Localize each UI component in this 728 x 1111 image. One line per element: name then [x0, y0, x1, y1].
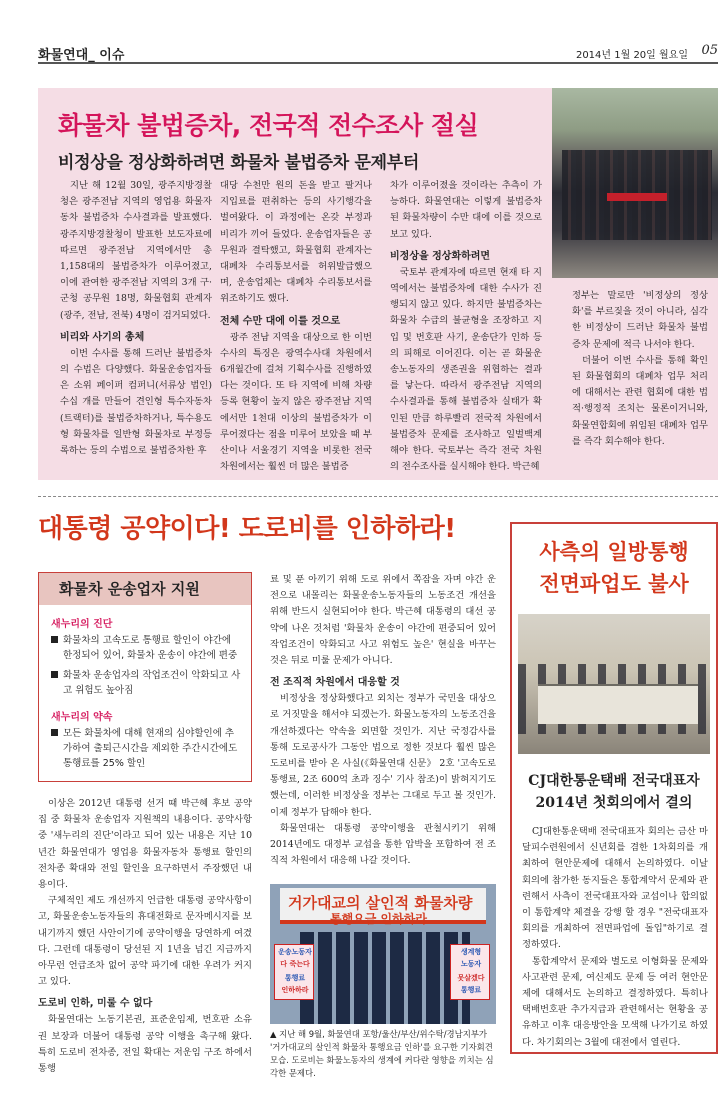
paragraph: 화물연대는 대통령 공약이행을 관철시키기 위해 2014년에도 대정부 교섭을 통한 압박을 포함하여 전 조직적 차원에서 대응해 나갈 것이다.	[270, 822, 496, 867]
protest-sign: 운송노동자 다 죽는다 통행료 인하하라	[274, 944, 314, 1000]
pledge-box-header	[39, 573, 251, 605]
side-article-body	[522, 824, 708, 1051]
bullet-icon	[51, 636, 58, 643]
pledge-box-title: 화물차 운송업자 지원	[59, 580, 200, 598]
paragraph: 대당 수천만 원의 돈을 받고 팔거나 지입료를 편취하는 등의 사기행각을 벌여왔다. 이 과정에는 온갖 부정과 비리가 끼어 들었다. 운송업자들은 공무원과 결탁했고, 화물협회 관계자는 대폐차 수리통보서를 허위발급했으며, 운송업체는 대폐차 수리통보서를 위조하기도 했다.	[220, 180, 372, 305]
article-column-4	[572, 288, 708, 450]
top-article	[38, 88, 718, 480]
banner-text: 거가대교의 살인적 화물차량	[288, 894, 473, 912]
promise-heading: 새누리의 약속	[51, 712, 113, 723]
pledge-box	[38, 572, 252, 782]
paragraph: 광주 전남 지역을 대상으로 한 이번 수사의 특징은 광역수사대 차원에서 6개월간에 걸쳐 기획수사를 진행하였다는 것이다. 또 타 지역에 비해 차량 등록 현황이 높지 않은 광주전남 지역에서만 1천대 이상의 불법증차가 이루어졌다는 점을 미루어 보았을 때 부산이나 서울경기 지역을 비롯한 전국 차원에서는 훨씬 더 많은 불법증	[220, 331, 372, 473]
paragraph: 차가 이루어졌을 것이라는 추측이 가능하다. 화물연대는 이렇게 불법증차된 화물차량이 수만 대에 이를 것으로 보고 있다.	[390, 180, 542, 240]
article-column-3	[390, 178, 542, 475]
issue-date: 2014년 1월 20일 월요일	[575, 50, 688, 61]
paragraph: 비정상을 정상화했다고 외치는 정부가 국민을 대상으로 거짓말을 해서야 되겠는가. 화물노동자의 노동조건을 개선하겠다는 약속을 외면할 것인가. 지난 국정감사를 통해 도로공사가 그동안 법으로 정한 것보다 훨씬 많은 도로비를 받아 온 사실(《화물연대 신문》 2호 '고속도로 통행료, 2조 600억 초과 징수' 기사 참조)이 밝혀지기도 했는데, 이러한 비정상을 정부는 그대로 두고 볼 것인가. 이제 정부가 답해야 한다.	[270, 693, 496, 818]
banner-text: 통행요금 인하하라	[330, 912, 427, 926]
paragraph: 이상은 2012년 대통령 선거 때 박근혜 후보 공약집 중 화물차 운송업자 지원책의 내용이다. 공약사항 중 '새누리의 진단'이라고 되어 있는 내용은 지난 10년간 화물연대가 영업용 화물자동차 통행료 할인의 전차종 확대와 전일 할인을 요구하면서 주장했던 내용이다.	[38, 798, 252, 891]
section-heading: 전체 수만 대에 이를 것으로	[220, 315, 341, 327]
press-conference-photo	[270, 884, 496, 1024]
photo-caption: ▲ 지난 해 9월, 화물연대 포항/울산/부산/위수탁/경남지부가 '거가대교의 살인적 화물차 통행요금 인하'를 요구한 기자회견 모습. 도로비는 화물노동자의 생계에 커다란 영향을 끼치는 심각한 문제다.	[270, 1029, 494, 1078]
main-article-title: 대통령 공약이다! 도로비를 인하하라!	[38, 514, 456, 544]
list-item: 화물차의 고속도로 통행료 할인이 야간에 한정되어 있어, 화물차 운송이 야간에 편중	[51, 633, 243, 663]
section-heading: 비리와 사기의 총체	[60, 331, 145, 343]
list-item: 화물차 운송업자의 작업조건이 악화되고 사고 위험도 높아짐	[51, 668, 243, 698]
side-article-title: 사측의 일방통행	[539, 540, 689, 564]
diagnosis-heading: 새누리의 진단	[51, 619, 113, 630]
side-article-title: 전면파업도 불사	[539, 572, 689, 596]
list-item: 모든 화물차에 대해 현재의 심야할인에 추가하여 출퇴근시간을 제외한 주간시간에도 통행료를 25% 할인	[51, 726, 243, 771]
side-article-subtitle: CJ대한통운택배 전국대표자	[528, 773, 700, 789]
article-column-2	[220, 178, 372, 475]
section-heading: 전 조직적 차원에서 대응할 것	[270, 677, 400, 689]
paragraph: 료 및 푼 아끼기 위해 도로 위에서 쪽잠을 자며 야간 운전으로 내몰리는 화물운송노동자들의 노동조건 개선을 위해 반드시 실현되어야 한다. 박근혜 대통령의 대선 공약에 나온 것처럼 '화물차 운송이 야간에 편중되어 있어 작업조건이 악화되고 사고 위험도 높은' 현실을 바꾸는 것은 뒤로 미룰 문제가 아니다.	[270, 574, 496, 667]
paragraph: CJ대한통운택배 전국대표자 회의는 금산 마달피수련원에서 신년회를 겸한 1차회의를 개최하여 현안문제에 대해서 논의하였다. 이날 회의에 참가한 동지들은 통합계약서 문제와 관련해서 사측이 전국대표자와 교섭이나 합의없이 통합계약 체결을 강행 할 경우 "전국대표자 회의를 개최하여 전면파업에 돌입"하기로 결정하였다.	[522, 826, 708, 951]
article-column-1	[60, 178, 212, 459]
main-column-2	[270, 572, 496, 869]
paragraph: 더불어 이번 수사를 통해 확인된 화물협회의 대폐차 업무 처리에 대해서는 관련 협회에 대한 법적·행정적 조치는 물론이거니와, 화물연합회에 위임된 대폐차 업무를 즉각 회수해야 한다.	[572, 354, 708, 447]
paragraph: 화물연대는 노동기본권, 표준운임제, 번호판 소유권 보장과 더불어 대통령 공약 이행을 촉구해 왔다. 특히 도로비 전차종, 전일 확대는 저운임 구조 하에서 통행	[38, 1014, 252, 1075]
paragraph: 통합계약서 문제와 별도로 이형화물 문제와 사고관련 문제, 여신제도 문제 등 여러 현안문제에 대해서도 논의하고 결정하였다. 특히나 택배번호판 추가지급과 관련해서는 현황을 공유하고 이후 대응방안을 모색해 나가기로 하였다. 차기회의는 3월에 대전에서 열린다.	[522, 955, 708, 1048]
section-divider	[38, 496, 718, 497]
paragraph: 지난 해 12월 30일, 광주지방경찰청은 광주전남 지역의 영업용 화물자동차 불법증차 수사결과를 발표했다. 광주지방경찰청이 발표한 보도자료에 따르면 광주전남 지역에서만 총 1,158대의 불법증차가 이루어졌고, 이에 관여한 광주전남 지역의 3개 구·군청 공무원 18명, 화물협회 관계자(광주, 전남, 전북) 4명이 검거되었다.	[60, 180, 212, 321]
main-column-1	[38, 796, 252, 1077]
protesters	[300, 932, 470, 1024]
bullet-icon	[51, 671, 58, 678]
paragraph: 국토부 관계자에 따르면 현재 타 지역에서는 불법증차에 대한 수사가 진행되지 않고 있다. 하지만 불법증차는 화물차 수급의 불균형을 조장하고 지입 및 번호판 사기, 운송단가 인하 등의 피해로 이어진다. 이는 곧 화물운송노동자의 생존권을 위협하는 결과를 낳는다. 따라서 광주전남 지역의 수사결과를 통해 불법증차 실태가 확인된 만큼 하루빨리 전국적 차원에서 불법증차 문제를 조사하고 일벌백계해야 한다. 국토부는 즉각 전국 차원의 전수조사를 실시해야 한다. 박근혜	[390, 266, 542, 473]
paragraph: 정부는 말로만 '비정상의 정상화'를 부르짖을 것이 아니라, 심각한 비정상이 드러난 화물차 불법증차 문제에 적극 나서야 한다.	[572, 290, 708, 350]
section-heading: 도로비 인하, 미룰 수 없다	[38, 998, 153, 1010]
top-article-title: 화물차 불법증차, 전국적 전수조사 절실	[58, 111, 479, 140]
side-article-box	[510, 522, 718, 1054]
protest-sign: 생계형 노동자 못살겠다 통행료	[450, 944, 490, 1000]
bullet-icon	[51, 729, 58, 736]
meeting-photo	[518, 614, 710, 754]
paragraph: 이번 수사를 통해 드러난 불법증차의 수법은 다양했다. 화물운송업자들은 소위 페이퍼 컴퍼니(서류상 법인) 수십 개를 만들어 견인형 특수자동차(트랙터)를 불법증차하거나, 특수용도형 화물차를 일반형 화물차로 부정등록하는 등의 수법으로 불법증차한 후	[60, 347, 212, 457]
section-heading: 비정상을 정상화하려면	[390, 250, 491, 262]
side-article-subtitle: 2014년 첫회의에서 결의	[535, 795, 693, 811]
page-number: 05	[701, 43, 718, 58]
top-article-subtitle: 비정상을 정상화하려면 화물차 불법증차 문제부터	[58, 153, 420, 173]
paragraph: 구체적인 제도 개선까지 언급한 대통령 공약사항이고, 화물운송노동자들의 휴대전화로 문자메시지를 보내기까지 했던 사안이기에 공약이행을 당연하게 여겼다. 그런데 대통령이 당선된 지 1년을 넘긴 지금까지 아무런 언급조차 없어 공약 파기에 대한 우려가 커지고 있다.	[38, 895, 252, 988]
section-title: 화물연대_ 이슈	[38, 48, 125, 63]
rally-photo	[552, 88, 718, 278]
page-header	[38, 40, 718, 64]
